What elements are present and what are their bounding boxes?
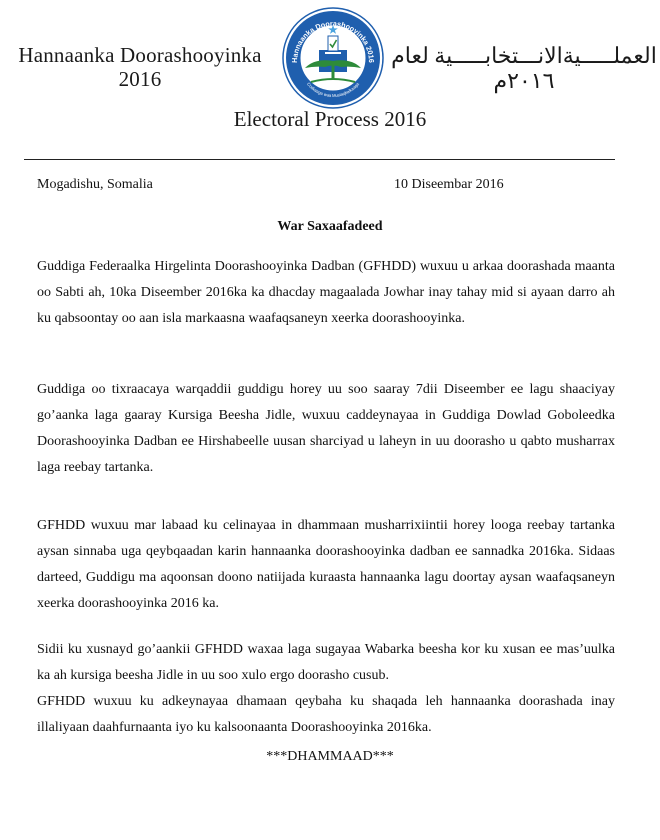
header-title-year: 2016 — [118, 67, 162, 91]
header-arabic-year: ٢٠١٦م — [493, 68, 555, 93]
paragraph-3: GFHDD wuxuu mar labaad ku celinayaa in dhammaan musharrixiintii horey looga reebay tartanka aysan sinnaba uga qeybqaadan karin hannaanka doorashooyinka dadban ee sannadka 2016ka. Sidaas darteed, Guddigu ma aqoonsan doono natiijada kuraasta hannaanka lagu doortay aysan waafaqsaneyn xeerka doorashooyinka 2016 ka. — [37, 518, 615, 611]
header-title-arabic — [388, 43, 660, 93]
location: Mogadishu, Somalia — [37, 177, 153, 192]
paragraph-1: Guddiga Federaalka Hirgelinta Doorashooyinka Dadban (GFHDD) wuxuu u arkaa doorashada maanta oo Sabti ah, 10ka Diseember 2016ka ka dhacday magaalada Jowhar inay tahay mid si ayaan darro ah ku qabsoontay oo aan isla markaasna waafaqsaneyn xeerka doorashooyinka. — [37, 259, 615, 326]
document-title: War Saxaafadeed — [277, 219, 383, 234]
header-arabic-line1: العملـــــيةالانـــتخابـــــية لعام — [391, 43, 657, 68]
paragraph-2: Guddiga oo tixraacaya warqaddii guddigu horey uu soo saaray 7dii Diseember ee lagu shaaciyay go’aanka laga gaaray Kursiga Beesha Jidle, wuxuu caddeynayaa in Guddiga Dowlad Goboleedka Doorashooyinka Dadban ee Hirshabeelle uusan sharciyad u laheyn in uu doorasho u qabto musharrax laga reebay tartanka. — [37, 382, 615, 475]
date: 10 Diseembar 2016 — [394, 177, 504, 192]
logo-ring-text-top: Hannaanka Doorashooyinka 2016 — [289, 18, 377, 64]
logo-ring-text-bottom: Codkaaga waa Mustaqbalkaaga — [306, 81, 360, 98]
header-divider — [24, 159, 615, 160]
header-subtitle: Electoral Process 2016 — [233, 107, 427, 131]
election-logo — [281, 6, 385, 110]
paragraph-4: Sidii ku xusnayd go’aankii GFHDD waxaa laga sugayaa Wabarka beesha kor ku xusan ee mas’uulka ka ah kursiga beesha Jidle in uu soo xulo ergo doorasho cusub. — [37, 642, 615, 683]
header-title-somali — [0, 43, 280, 91]
paragraph-5: GFHDD wuxuu ku adkeynayaa dhamaan qeybaha ku shaqada leh hannaanka doorashada inay illaliyaan daahfurnaanta iyo ku kalsoonaanta Doorashooyinka 2016ka. — [37, 694, 615, 735]
header-title-line1: Hannaanka Doorashooyinka — [18, 43, 262, 67]
end-mark: ***DHAMMAAD*** — [266, 749, 394, 764]
